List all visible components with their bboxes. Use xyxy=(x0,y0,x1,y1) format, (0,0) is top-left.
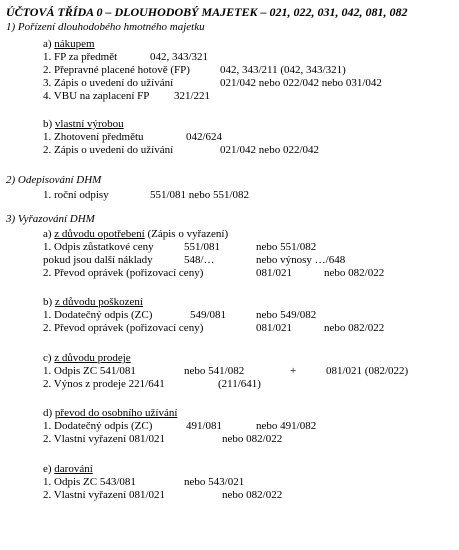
s3d-row1-text: 1. Dodatečný odpis (ZC) xyxy=(43,420,153,432)
s3c-row1-text: 1. Odpis ZC 541/081 xyxy=(43,365,136,377)
s3a-head: a) z důvodu opotřebení (Zápis o vyřazení) xyxy=(43,228,229,240)
s3c-row1-plus: + xyxy=(290,365,297,377)
s3c-row1-value2: 081/021 (082/022) xyxy=(326,365,409,377)
s3a-row3-value2: nebo 082/022 xyxy=(324,267,385,279)
s1a-head: a) nákupem xyxy=(43,38,95,50)
s3e-row1-value1: nebo 543/021 xyxy=(184,476,245,488)
s3b-row2-value2: nebo 082/022 xyxy=(324,322,385,334)
s3c-head: c) z důvodu prodeje xyxy=(43,352,131,364)
s1a-row3-text: 3. Zápis o uvedení do užívání xyxy=(43,77,174,89)
s2-row1-value: 551/081 nebo 551/082 xyxy=(150,189,249,201)
s3e-row2-value1: nebo 082/022 xyxy=(222,489,283,501)
s3d-head: d) převod do osobního užívání xyxy=(43,407,178,419)
s3e-row2-text: 2. Vlastní vyřazení 081/021 xyxy=(43,489,165,501)
s1a-row1-text: 1. FP za předmět xyxy=(43,51,118,63)
s3e-head: e) darování xyxy=(43,463,93,475)
section-1-heading: 1) Pořízení dlouhodobého hmotného majetku xyxy=(6,21,205,33)
s3b-head: b) z důvodu poškození xyxy=(43,296,143,308)
s3a-row1-text: 1. Odpis zůstatkové ceny xyxy=(43,241,154,253)
s3b-row2-value1: 081/021 xyxy=(256,322,293,334)
s1a-row1-value: 042, 343/321 xyxy=(150,51,209,63)
s3c-row2-value1: (211/641) xyxy=(218,378,261,390)
s3d-row1-value2: nebo 491/082 xyxy=(256,420,317,432)
s3a-row3-value1: 081/021 xyxy=(256,267,293,279)
s1a-row2-text: 2. Přepravné placené hotově (FP) xyxy=(43,64,190,76)
s1a-row4-text: 4. VBU na zaplacení FP xyxy=(43,90,150,102)
s1b-row2-text: 2. Zápis o uvedení do užívání xyxy=(43,144,174,156)
page-title: ÚČTOVÁ TŘÍDA 0 – DLOUHODOBÝ MAJETEK – 021, 022, 031, 042, 081, 082 xyxy=(6,5,408,19)
s3b-row1-value2: nebo 549/082 xyxy=(256,309,317,321)
s3e-row1-text: 1. Odpis ZC 543/081 xyxy=(43,476,136,488)
s3a-row2-value2: nebo výnosy …/648 xyxy=(256,254,346,266)
s1a-row2-value: 042, 343/211 (042, 343/321) xyxy=(220,64,346,76)
s3d-row2-text: 2. Vlastní vyřazení 081/021 xyxy=(43,433,165,445)
s3c-row2-text: 2. Výnos z prodeje 221/641 xyxy=(43,378,165,390)
s3b-row1-text: 1. Dodatečný odpis (ZC) xyxy=(43,309,153,321)
s3a-row1-value2: nebo 551/082 xyxy=(256,241,317,253)
s2-row1-text: 1. roční odpisy xyxy=(43,189,109,201)
s1b-row1-value: 042/624 xyxy=(186,131,223,143)
s3a-row3-text: 2. Převod oprávek (pořizovací ceny) xyxy=(43,267,204,279)
s3b-row2-text: 2. Převod oprávek (pořizovací ceny) xyxy=(43,322,204,334)
s1a-row3-value: 021/042 nebo 022/042 nebo 031/042 xyxy=(220,77,382,89)
s3a-row2-value1: 548/… xyxy=(184,254,215,266)
s3d-row2-value1: nebo 082/022 xyxy=(222,433,283,445)
section-3-heading: 3) Vyřazování DHM xyxy=(6,213,95,225)
s1a-row4-value: 321/221 xyxy=(174,90,211,102)
s3c-row1-value1: nebo 541/082 xyxy=(184,365,245,377)
s1b-row1-text: 1. Zhotovení předmětu xyxy=(43,131,144,143)
s1b-head: b) vlastní výrobou xyxy=(43,118,124,130)
s1b-row2-value: 021/042 nebo 022/042 xyxy=(220,144,319,156)
section-2-heading: 2) Odepisování DHM xyxy=(6,174,102,186)
s1a-head-text: nákupem xyxy=(54,38,95,50)
s3a-row2-text: pokud jsou další náklady xyxy=(43,254,153,266)
s3a-row1-value1: 551/081 xyxy=(184,241,221,253)
s3b-row1-value1: 549/081 xyxy=(190,309,227,321)
s3d-row1-value1: 491/081 xyxy=(186,420,223,432)
